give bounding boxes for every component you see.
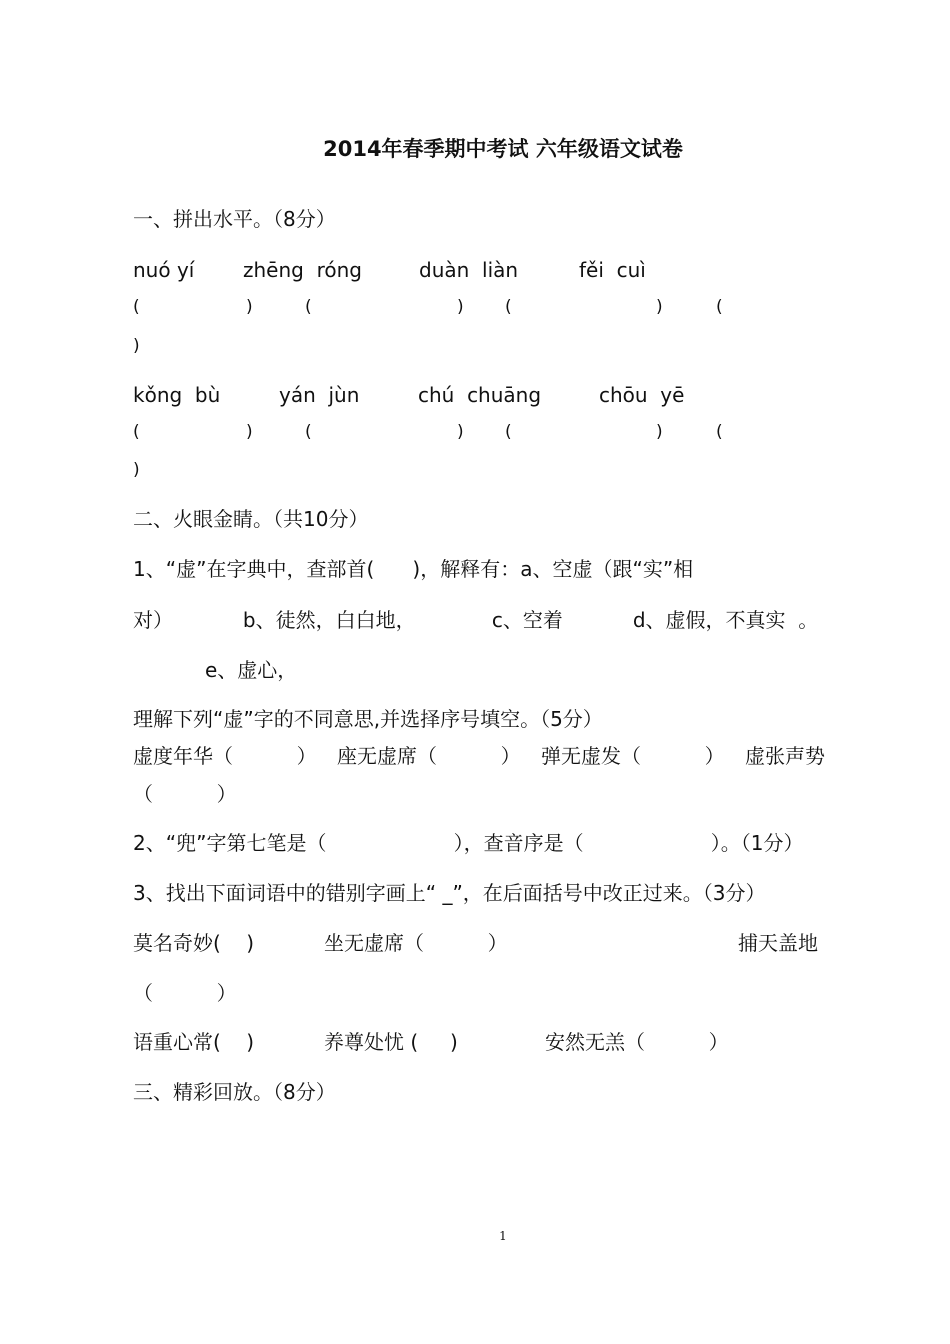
answer-paren: ( [305,422,312,442]
q3-item: 安然无羔（ ） [545,1030,729,1054]
q1-item: 虚张声势 [745,744,825,768]
answer-paren: ) [246,422,253,442]
q3-item: 捕天盖地 [738,931,818,955]
q1-line-1: 1、“虚”在字典中，查部首( )，解释有：a、空虚（跟“实”相 [133,557,694,581]
q1-line-2: 对） b、徒然，白白地， c、空着 d、虚假，不真实 。 [133,608,819,632]
answer-paren: ( [505,422,512,442]
answer-paren: ) [457,422,464,442]
pinyin-item: chú chuāng [418,383,542,407]
pinyin-item: chōu yē [599,383,685,407]
answer-paren: ) [133,336,140,356]
answer-paren: ( [505,297,512,317]
q3-item: 坐无虚席（ ） [324,931,508,955]
q1-item: 弹无虚发（ ） [541,744,725,768]
q1-line-3: e、虚心， [205,658,298,682]
q3-item: 语重心常( ) [133,1030,255,1054]
section3-heading: 三、精彩回放。（8分） [133,1080,336,1104]
pinyin-item: kǒng bù [133,383,221,407]
answer-paren: ( [716,297,723,317]
q3-tail: （ ） [133,981,237,1005]
answer-paren: ) [246,297,253,317]
pinyin-item: fěi cuì [579,258,646,282]
pinyin-item: zhēng róng [243,258,362,282]
section2-heading: 二、火眼金睛。（共10分） [133,507,369,531]
page-title: 2014年春季期中考试 六年级语文试卷 [323,137,683,161]
page-number: 1 [499,1229,507,1243]
answer-paren: ( [133,297,140,317]
q2-line: 2、“兜”字第七笔是（ ），查音序是（ ）。（1分） [133,831,804,855]
pinyin-item: nuó yí [133,258,195,282]
section1-heading: 一、拼出水平。（8分） [133,207,336,231]
q1-item: 座无虚席（ ） [337,744,521,768]
answer-paren: ( [305,297,312,317]
answer-paren: ( [716,422,723,442]
q1-item: 虚度年华（ ） [133,744,317,768]
q3-item: 养尊处忧 ( ) [324,1030,458,1054]
answer-paren: ( [133,422,140,442]
answer-paren: ) [656,422,663,442]
answer-paren: ) [656,297,663,317]
answer-paren: ) [457,297,464,317]
pinyin-item: duàn liàn [419,258,519,282]
q3-item: 莫名奇妙( ) [133,931,255,955]
q1-tail: （ ） [133,782,237,806]
q1-instruction: 理解下列“虚”字的不同意思,并选择序号填空。（5分） [133,707,603,731]
pinyin-item: yán jùn [279,383,360,407]
q3-heading: 3、找出下面词语中的错别字画上“ _”，在后面括号中改正过来。（3分） [133,881,766,905]
answer-paren: ) [133,460,140,480]
